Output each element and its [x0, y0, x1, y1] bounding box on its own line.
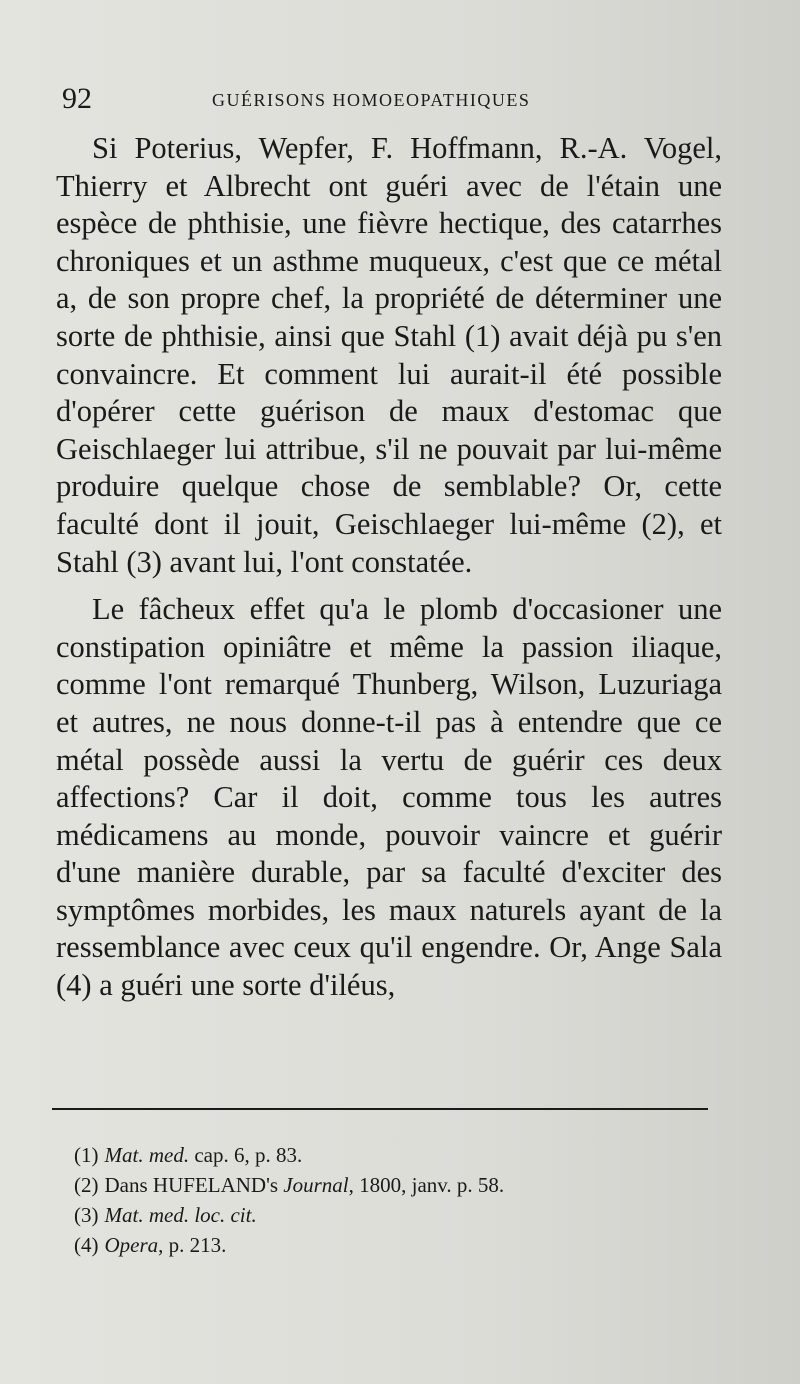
paragraph-2: Le fâcheux effet qu'a le plomb d'occasioner une constipation opiniâtre et même la passion iliaque, comme l'ont remarqué Thunberg, Wilson, Luzuriaga et autres, ne nous donne-t-il pas à entendre que ce métal possède aussi la vertu de guérir ces deux affections? Car il doit, comme tous les autres médicamens au monde, pouvoir vaincre et guérir d'une manière durable, par sa faculté d'exciter des symptômes morbides, les maux naturels ayant de la ressemblance avec ceux qu'il engendre. Or, Ange Sala (4) a guéri une sorte d'iléus,	[56, 592, 722, 1003]
footnote-text: , 1800, janv. p. 58.	[348, 1173, 505, 1197]
body-text	[56, 130, 722, 1015]
footnote-italic: Mat. med.	[104, 1143, 190, 1167]
footnote-1	[74, 1140, 704, 1170]
footnote-italic: Journal	[283, 1173, 349, 1197]
footnote-number: (4)	[74, 1233, 99, 1257]
footnote-number: (1)	[74, 1143, 99, 1167]
footnote-italic: Opera	[104, 1233, 159, 1257]
footnote-3	[74, 1200, 704, 1230]
footnote-number: (3)	[74, 1203, 99, 1227]
footnote-2	[74, 1170, 704, 1200]
footnote-italic: Mat. med. loc. cit.	[104, 1203, 257, 1227]
footnote-number: (2)	[74, 1173, 99, 1197]
footnote-text: cap. 6, p. 83.	[189, 1143, 303, 1167]
running-head: GUÉRISONS HOMOEOPATHIQUES	[212, 90, 531, 110]
paragraph-1: Si Poterius, Wepfer, F. Hoffmann, R.-A. Vogel, Thierry et Albrecht ont guéri avec de l'étain une espèce de phthisie, une fièvre hectique, des catarrhes chroniques et un asthme muqueux, c'est que ce métal a, de son propre chef, la propriété de déterminer une sorte de phthisie, ainsi que Stahl (1) avait déjà pu s'en convaincre. Et comment lui aurait-il été possible d'opérer cette guérison de maux d'estomac que Geischlaeger lui attribue, s'il ne pouvait par lui-même produire quelque chose de semblable? Or, cette faculté dont il jouit, Geischlaeger lui-même (2), et Stahl (3) avant lui, l'ont constatée.	[56, 131, 722, 579]
footnote-prefix: Dans HUFELAND's	[104, 1173, 284, 1197]
footnote-text: , p. 213.	[158, 1233, 227, 1257]
page-number: 92	[62, 82, 92, 115]
footnote-4	[74, 1230, 704, 1260]
footnotes	[74, 1140, 704, 1260]
footnote-divider	[52, 1108, 708, 1110]
